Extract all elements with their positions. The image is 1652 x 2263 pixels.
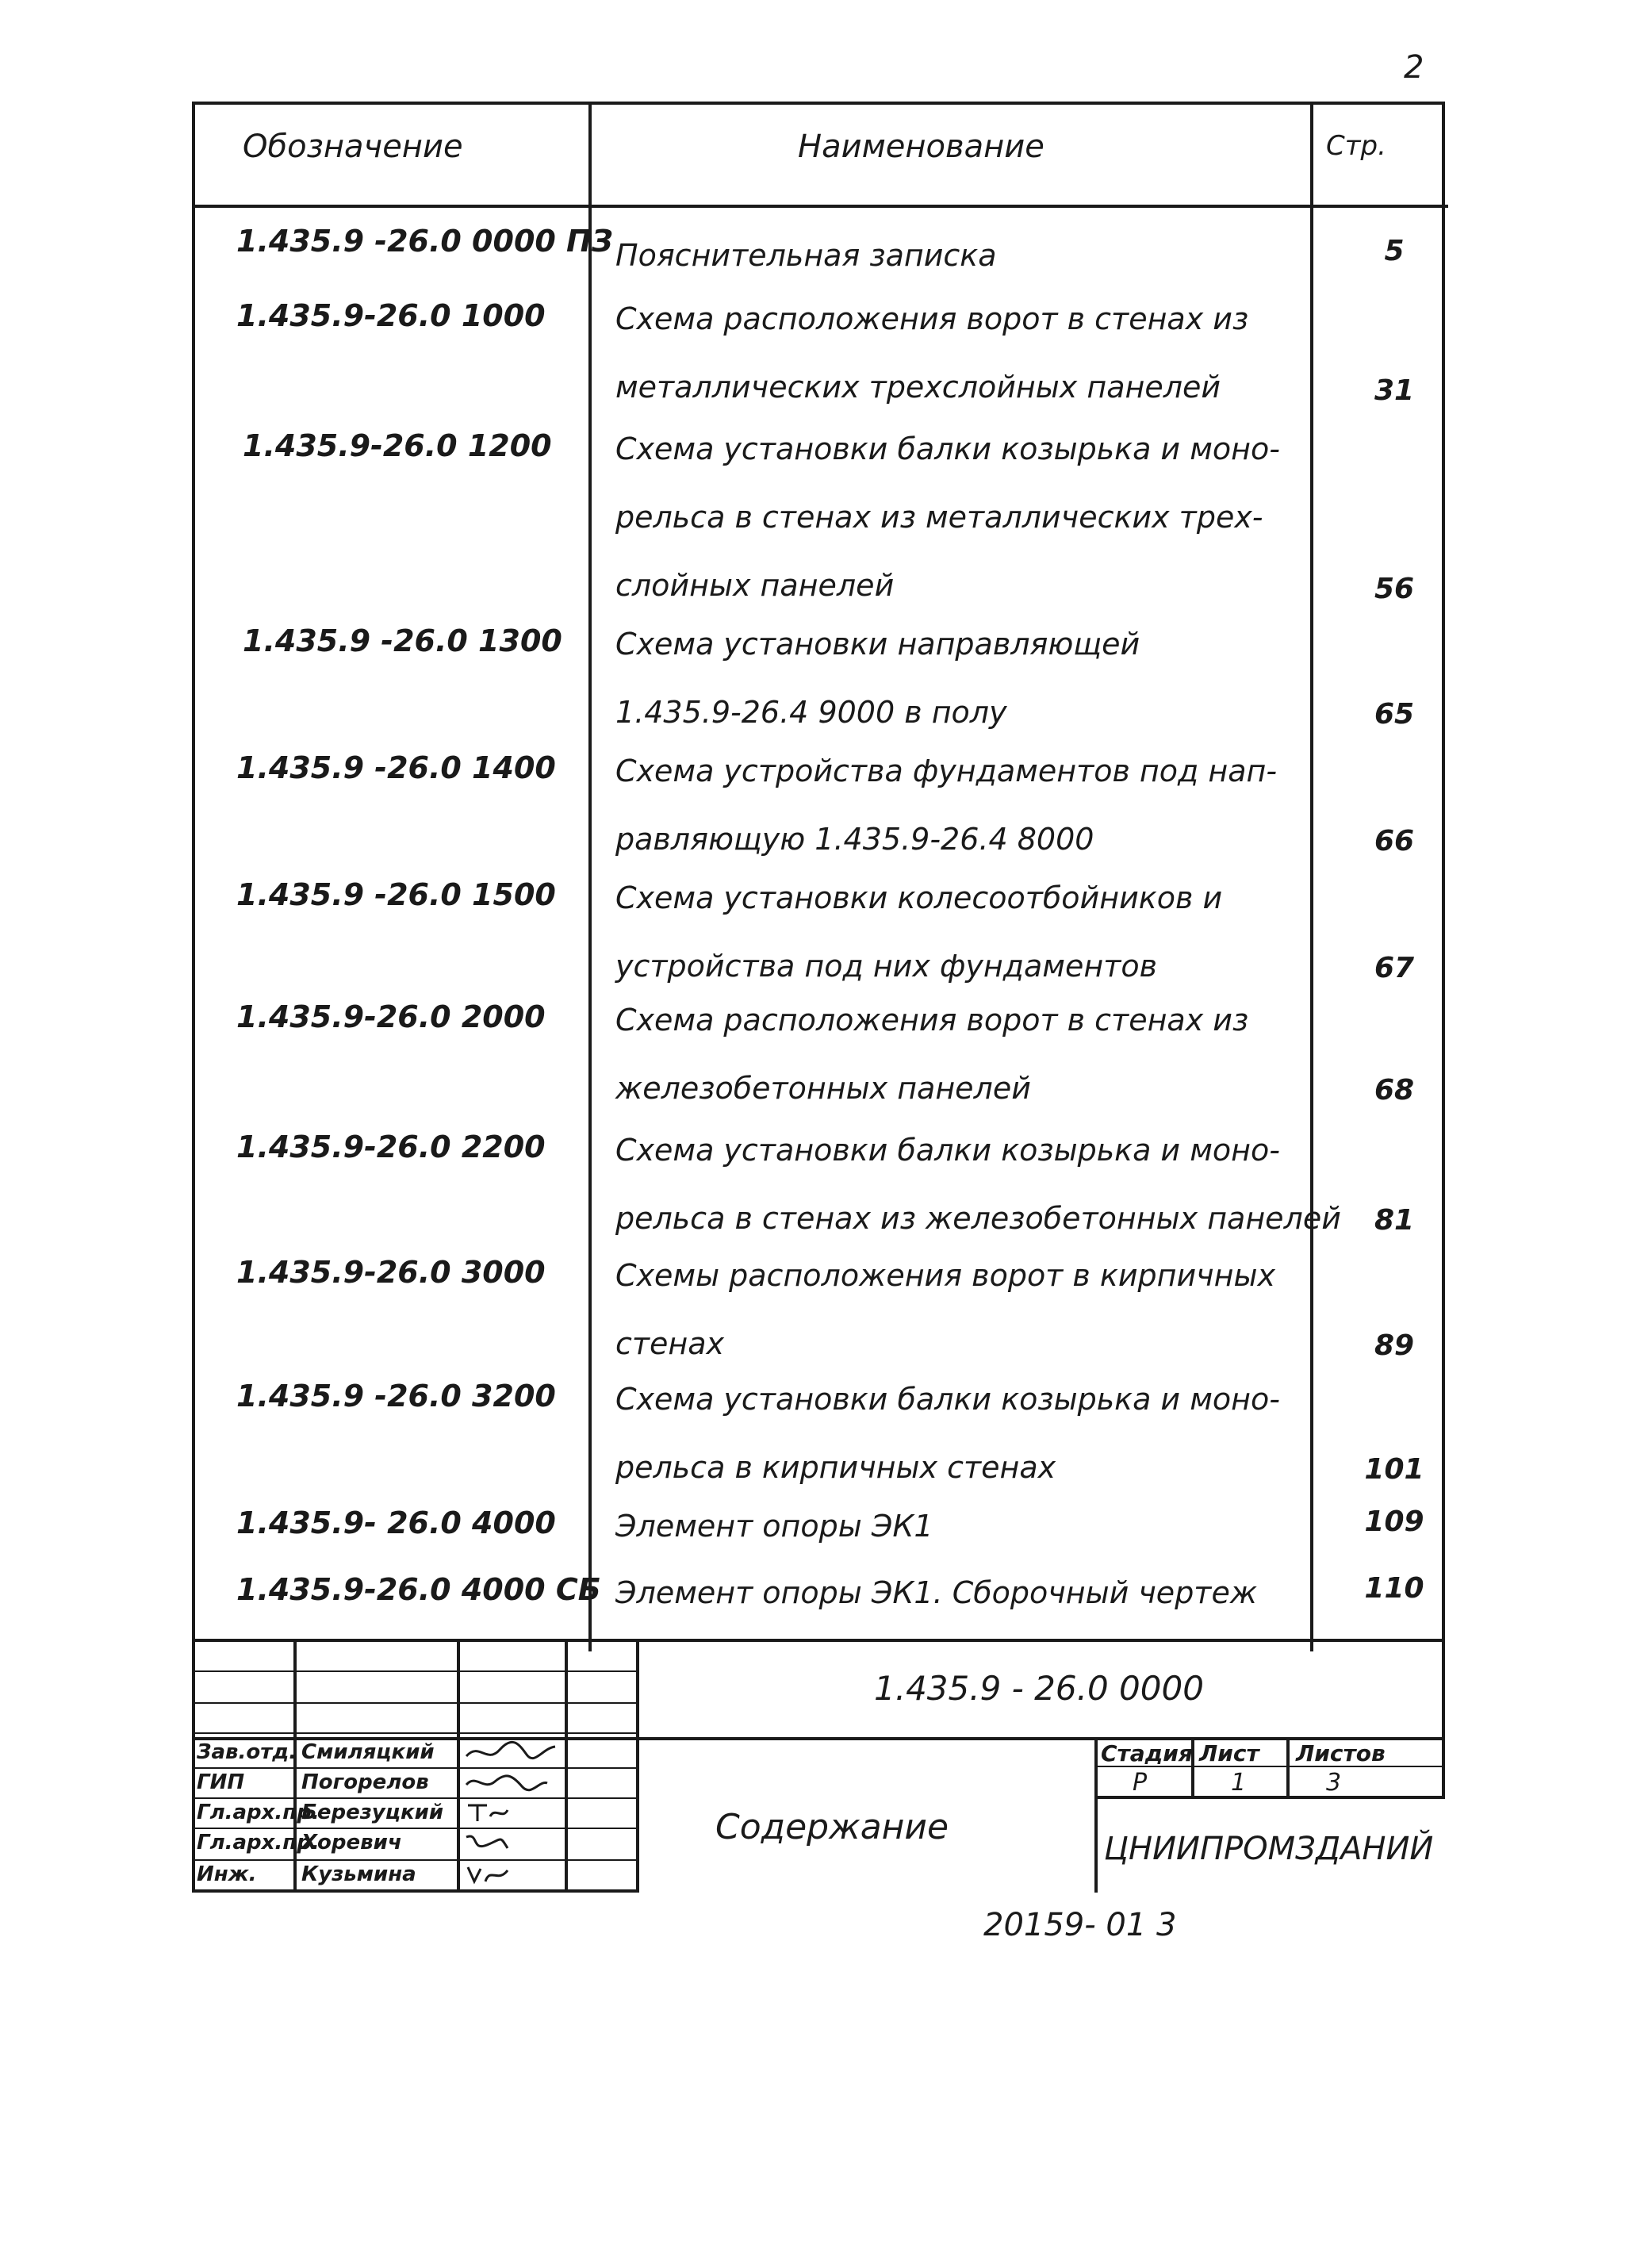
row-code: 1.435.9-26.0 1200 [243,428,552,463]
person-name: Березуцкий [301,1801,444,1824]
row-name-line: Схема расположения ворот в стенах из [615,1003,1249,1038]
stamp-col-4 [636,1639,639,1893]
stamp-right-border [1442,1639,1445,1797]
row-name [615,287,1409,424]
row-name-line: Схема установки балки козырька и моно- [615,1382,1280,1417]
row-name-line: Схема расположения ворот в стенах из [615,301,1249,336]
row-code: 1.435.9-26.0 2000 [236,999,546,1034]
document-code: 1.435.9 - 26.0 0000 [874,1669,1204,1708]
signature-mark [463,1801,511,1824]
row-code: 1.435.9 -26.0 3200 [236,1379,556,1413]
signature-mark [463,1862,511,1886]
row-name-line: Схема установки направляющей [615,627,1140,662]
row-name-line: Пояснительная записка [615,238,997,273]
stage-label: Стадия [1101,1740,1193,1766]
row-name-line: устройства под них фундаментов [615,949,1157,984]
row-name [615,1244,1409,1380]
row-name-line: металлических трехслойных панелей [615,370,1221,405]
stamp-top-border [192,1639,1445,1642]
stage-value: Р [1133,1769,1148,1797]
row-name-line: Схема установки балки козырька и моно- [615,432,1280,466]
stamp-right-col-0 [1094,1737,1098,1893]
row-page: 31 [1374,374,1415,407]
row-name [615,1367,1409,1504]
stamp-person [197,1801,444,1831]
person-role: Гл.арх.пр. [197,1801,320,1824]
person-role: Гл.арх.пр. [197,1831,320,1855]
row-code: 1.435.9-26.0 3000 [236,1255,546,1290]
row-name-line: равляющую 1.435.9-26.4 8000 [615,822,1094,857]
row-name-line: стенах [615,1326,725,1361]
sheets-label: Листов [1296,1740,1386,1766]
header-page: Стр. [1326,130,1386,162]
row-name-line: железобетонных панелей [615,1071,1031,1106]
row-name-line: рельса в кирпичных стенах [615,1450,1056,1485]
row-code: 1.435.9-26.0 2200 [236,1130,546,1164]
row-code: 1.435.9-26.0 1000 [236,298,546,333]
row-name-line: Схема установки колесоотбойников и [615,880,1223,915]
row-code: 1.435.9 -26.0 1500 [236,877,556,912]
row-code: 1.435.9 -26.0 0000 ПЗ [236,224,613,259]
row-page: 68 [1374,1074,1415,1107]
row-name-line: рельса в стенах из металлических трех- [615,500,1263,535]
row-page: 101 [1364,1453,1424,1486]
row-name [615,612,1409,749]
stamp-col-3 [565,1639,568,1893]
row-page: 56 [1374,573,1415,605]
row-page: 109 [1364,1505,1424,1538]
row-name [615,739,1409,876]
stamp-right-col-2 [1286,1737,1290,1797]
stamp-bottom-border-left [192,1889,636,1893]
row-name-line: 1.435.9-26.4 9000 в полу [615,695,1007,730]
row-code: 1.435.9- 26.0 4000 [236,1505,556,1540]
row-name [615,866,1409,1003]
stamp-person [197,1740,435,1770]
sheets-value: 3 [1326,1769,1342,1797]
row-name [615,1561,1409,1629]
title-block [192,1639,1445,1893]
row-name-line: Схема устройства фундаментов под нап- [615,754,1278,788]
person-role: ГИП [197,1770,245,1794]
stamp-row-line [192,1670,636,1672]
header-name: Наименование [798,128,1044,165]
row-name [615,224,1409,292]
row-page: 110 [1364,1572,1424,1605]
row-page: 81 [1374,1204,1415,1237]
person-name: Погорелов [301,1770,429,1794]
row-page: 66 [1374,825,1415,857]
person-role: Зав.отд. [197,1740,297,1764]
row-page: 67 [1374,952,1415,984]
header-designation: Обозначение [243,128,463,165]
organization: ЦНИИПРОМЗДАНИЙ [1104,1831,1434,1867]
stamp-person [197,1770,429,1801]
row-name-line: Схемы расположения ворот в кирпичных [615,1258,1275,1293]
signature-mark [463,1740,558,1764]
row-name-line: Схема установки балки козырька и моно- [615,1133,1280,1168]
document-title: Содержание [715,1807,949,1847]
column-divider-1 [588,105,592,1651]
row-name-line: Элемент опоры ЭК1. Сборочный чертеж [615,1575,1258,1610]
row-name-line: Элемент опоры ЭК1 [615,1509,933,1544]
contents-sheet [192,102,1445,1642]
stamp-right-row-line [1094,1796,1445,1799]
row-code: 1.435.9 -26.0 1400 [236,750,556,785]
signature-mark [463,1831,511,1855]
sheet-value: 1 [1231,1769,1247,1797]
person-name: Смиляцкий [301,1740,435,1764]
footer-code: 20159- 01 3 [983,1907,1177,1943]
stamp-row-line [192,1732,636,1734]
stamp-col-0 [192,1639,195,1893]
person-role: Инж. [197,1862,257,1886]
stamp-person [197,1862,416,1893]
page-number: 2 [1404,49,1425,86]
person-name: Кузьмина [301,1862,416,1886]
row-page: 89 [1374,1329,1415,1362]
row-code: 1.435.9 -26.0 1300 [243,623,562,658]
person-name: Хоревич [301,1831,402,1855]
row-name [615,1118,1409,1255]
row-name [615,417,1409,622]
row-code: 1.435.9-26.0 4000 СБ [236,1572,601,1607]
row-page: 5 [1384,235,1405,267]
row-name [615,1494,1409,1563]
row-page: 65 [1374,698,1415,731]
row-name [615,988,1409,1125]
row-name-line: слойных панелей [615,568,895,603]
signature-mark [463,1770,550,1794]
row-name-line: рельса в стенах из железобетонных панелей [615,1201,1341,1236]
stamp-row-line [192,1702,636,1704]
header-divider [195,205,1448,208]
sheet-label: Лист [1199,1740,1259,1766]
stamp-col-2 [457,1639,460,1893]
stamp-person [197,1831,402,1861]
stamp-row-line [192,1797,636,1799]
